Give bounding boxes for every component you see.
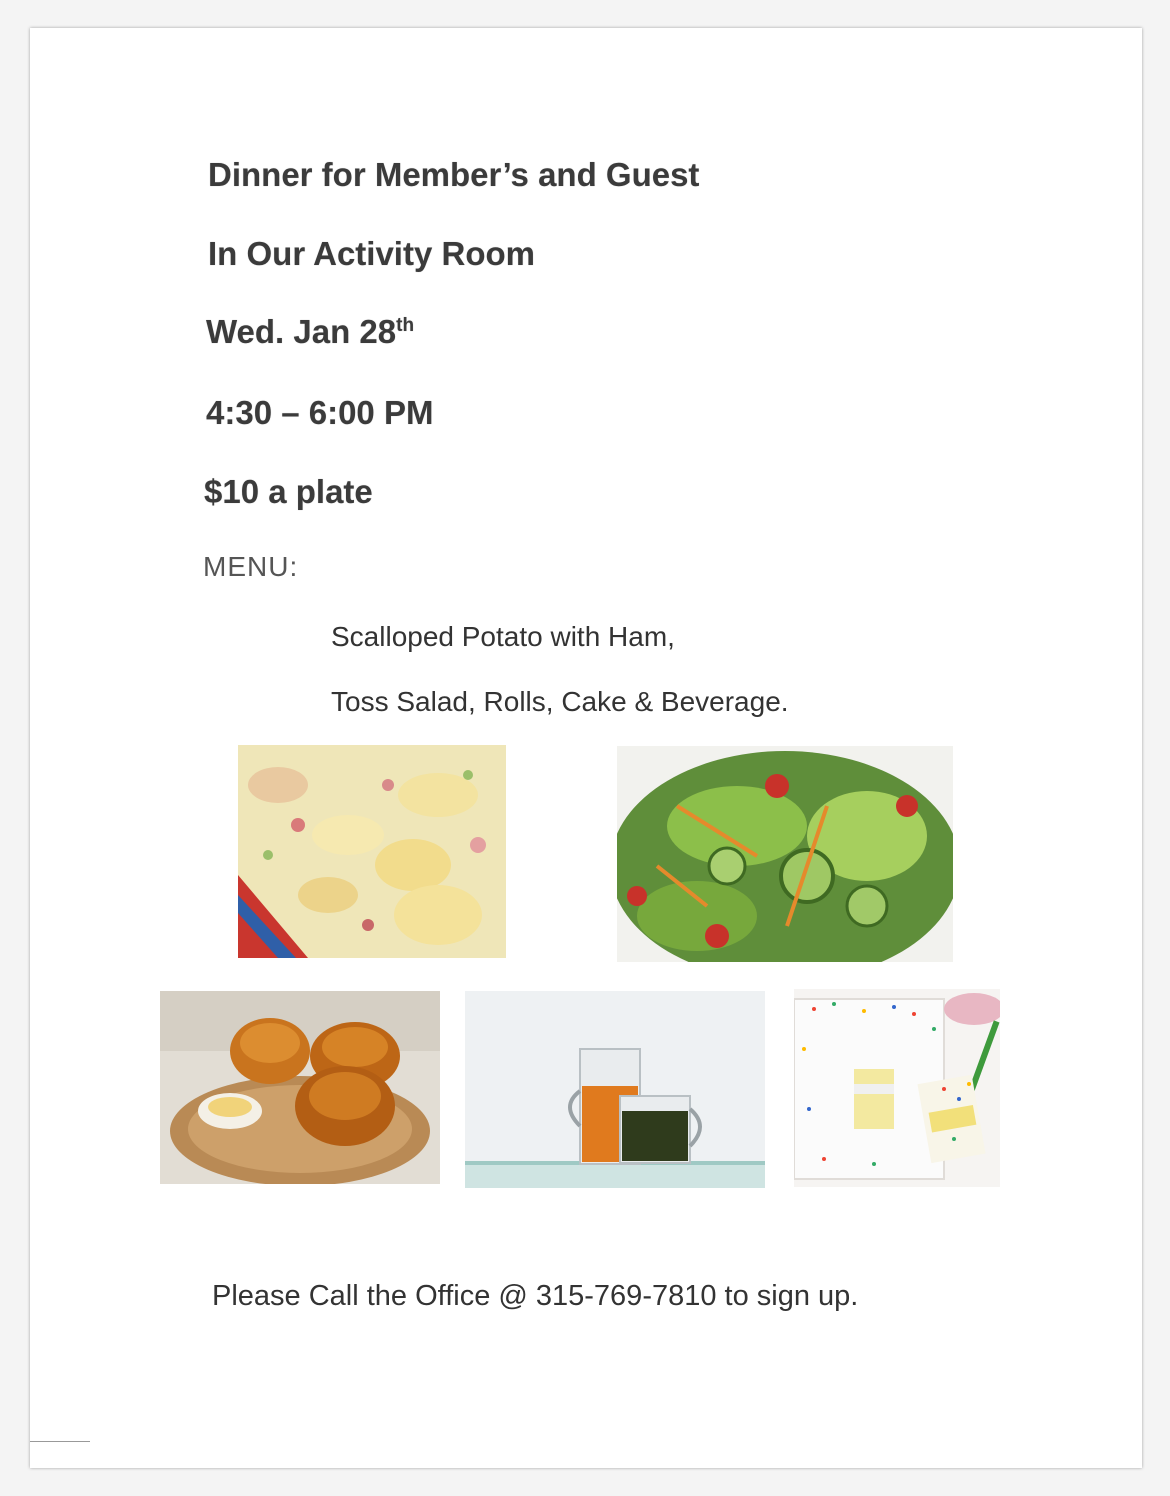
flyer-title: Dinner for Member’s and Guest bbox=[208, 156, 700, 193]
scalloped-potato-photo bbox=[238, 745, 506, 958]
menu-label: MENU: bbox=[203, 551, 299, 582]
signup-instructions: Please Call the Office @ 315-769-7810 to sign up. bbox=[212, 1280, 859, 1312]
flyer-time: 4:30 – 6:00 PM bbox=[206, 394, 434, 431]
flyer-price: $10 a plate bbox=[204, 473, 373, 510]
flyer-location: In Our Activity Room bbox=[208, 235, 535, 272]
menu-line-1: Scalloped Potato with Ham, bbox=[331, 621, 675, 652]
flyer-page bbox=[30, 28, 1142, 1468]
menu-line-2: Toss Salad, Rolls, Cake & Beverage. bbox=[331, 686, 789, 717]
beverage-photo bbox=[465, 991, 765, 1188]
date-suffix: th bbox=[396, 315, 415, 336]
dinner-rolls-photo bbox=[160, 991, 440, 1184]
flyer-date bbox=[206, 313, 414, 351]
toss-salad-photo bbox=[617, 746, 953, 962]
date-main: Wed. Jan 28 bbox=[206, 313, 397, 350]
cake-photo bbox=[794, 989, 1000, 1187]
scan-edge-mark bbox=[30, 1441, 90, 1442]
